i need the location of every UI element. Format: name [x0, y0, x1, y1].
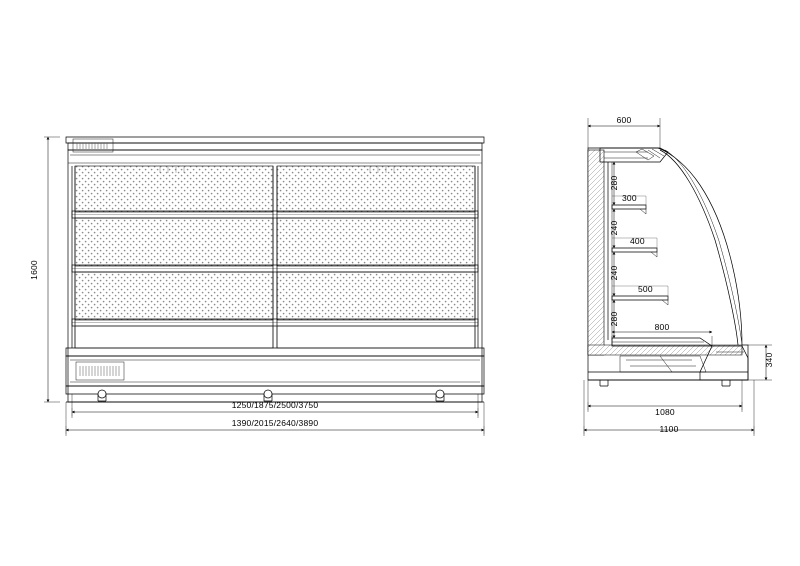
- dim-shelf-gap-3: 240: [609, 265, 619, 281]
- dim-shelf-gap-2: 240: [609, 220, 619, 236]
- dim-shelf-depth-1: 300: [622, 193, 637, 203]
- dim-shelf-depth-3: 500: [638, 284, 653, 294]
- dim-shelf-gap-4: 280: [609, 311, 619, 327]
- dim-front-outer-width: 1390/2015/2640/3890: [231, 418, 319, 428]
- front-elevation-group: [44, 137, 484, 436]
- dim-front-height: 1600: [29, 260, 39, 280]
- dim-side-top-depth: 600: [616, 115, 632, 125]
- dim-base-height: 340: [764, 352, 774, 368]
- dim-base-depth: 1080: [655, 407, 675, 417]
- dim-shelf-depth-2: 400: [630, 236, 645, 246]
- dim-overall-depth: 1100: [659, 424, 679, 434]
- dim-front-inner-width: 1250/1875/2500/3750: [231, 400, 319, 410]
- dim-shelf-gap-1: 280: [609, 175, 619, 191]
- dim-deck-depth: 800: [654, 322, 670, 332]
